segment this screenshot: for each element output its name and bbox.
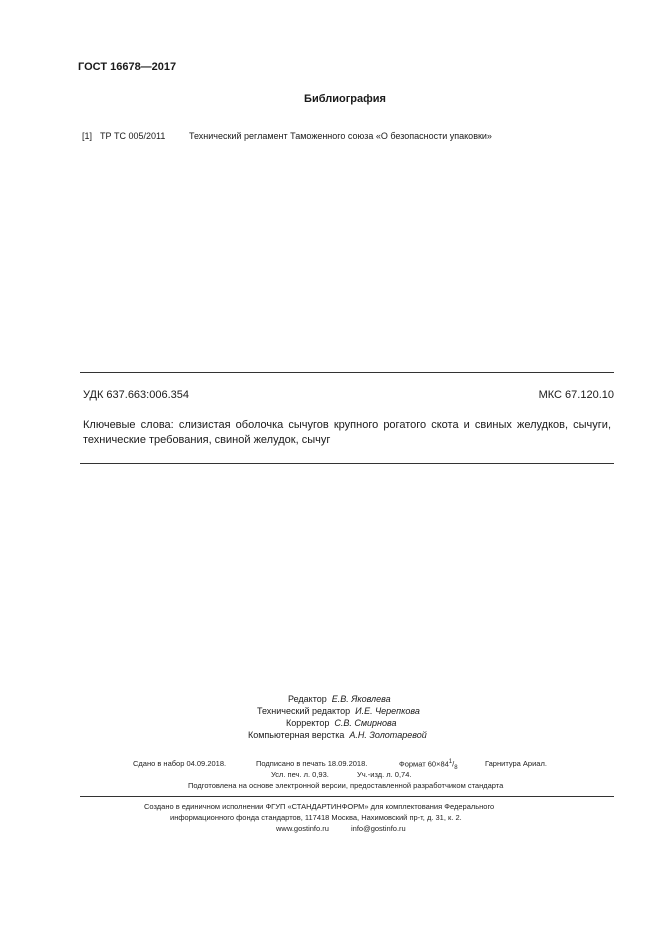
divider-bottom	[80, 796, 614, 797]
footer-line-2: информационного фонда стандартов, 117418 Москва, Нахимовский пр-т, д. 31, к. 2.	[170, 813, 462, 822]
footer-website-link[interactable]: www.gostinfo.ru	[276, 824, 329, 833]
credit-person: А.Н. Золотаревой	[349, 730, 427, 740]
bibliography-entry	[82, 131, 492, 141]
imprint-submitted: Сдано в набор 04.09.2018.	[133, 759, 227, 768]
divider-middle	[80, 463, 614, 464]
imprint-format: Формат $60\times 84^1/_8$	[399, 759, 458, 771]
credit-proofreader	[286, 718, 397, 728]
bibliography-title: Библиография	[304, 93, 386, 105]
keywords-line-2: технические требования, свиной желудок, сычуг	[83, 434, 331, 446]
imprint-printed-sheets: Усл. печ. л. 0,93.	[271, 770, 329, 779]
keywords-line-1: Ключевые слова: слизистая оболочка сычугов крупного рогатого скота и свиных желудков, сычуги,	[83, 419, 611, 431]
credit-layout	[248, 730, 427, 740]
imprint-publisher-sheets: Уч.-изд. л. 0,74.	[357, 770, 412, 779]
credit-editor	[288, 694, 391, 704]
mks-code: МКС 67.120.10	[538, 389, 614, 401]
credit-person: И.Е. Черепкова	[355, 706, 420, 716]
entry-number: [1]	[82, 131, 93, 141]
format-prefix: Формат 60×84	[399, 759, 449, 769]
credit-role: Корректор	[286, 718, 330, 728]
credit-person: Е.В. Яковлева	[331, 694, 391, 704]
imprint-prepared: Подготовлена на основе электронной версии, предоставленной разработчиком стандарта	[188, 781, 504, 790]
entry-text: Технический регламент Таможенного союза «О безопасности упаковки»	[189, 131, 492, 141]
credit-person: С.В. Смирнова	[334, 718, 397, 728]
footer-line-1: Создано в единичном исполнении ФГУП «СТАНДАРТИНФОРМ» для комплектования Федерального	[144, 802, 495, 811]
entry-code: ТР ТС 005/2011	[100, 131, 166, 141]
keywords	[83, 418, 611, 448]
document-code: ГОСТ 16678—2017	[78, 61, 177, 73]
credit-role: Редактор	[288, 694, 327, 704]
credit-role: Технический редактор	[257, 706, 351, 716]
credit-tech-editor	[257, 706, 420, 716]
udc-code: УДК 637.663:006.354	[83, 389, 189, 401]
format-sub: 8	[454, 765, 458, 771]
imprint-signed: Подписано в печать 18.09.2018.	[256, 759, 368, 768]
imprint-font: Гарнитура Ариал.	[485, 759, 547, 768]
divider-top	[80, 372, 614, 373]
format-sup: 1	[448, 759, 453, 765]
footer-email-link[interactable]: info@gostinfo.ru	[351, 824, 406, 833]
credit-role: Компьютерная верстка	[248, 730, 345, 740]
